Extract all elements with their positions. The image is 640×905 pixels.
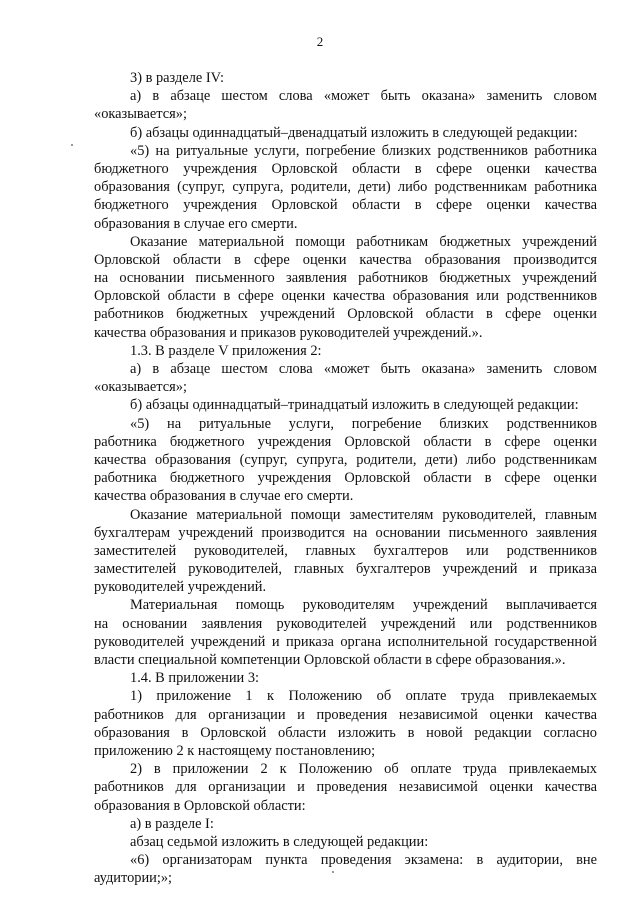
text-line: образования в случае его смерти. [94, 215, 298, 232]
text-line: «оказывается»; [94, 106, 187, 123]
text-line: «5) на ритуальные услуги, погребение близких родственников работника [130, 142, 597, 159]
page-number: 2 [316, 34, 324, 49]
text-line: а) в разделе I: [130, 815, 214, 832]
text-line: бюджетного учреждения Орловской области в сфере оценки качества [94, 160, 597, 177]
text-line: бюджетного учреждения Орловской области в сфере оценки качества [94, 197, 597, 214]
text-line: 1.4. В приложении 3: [130, 670, 260, 687]
text-line: качества образования в случае его смерти. [94, 488, 354, 505]
text-line: власти специальной компетенции Орловской области в сфере образования.». [94, 652, 566, 668]
text-line: работников бюджетных учреждений Орловской области в сфере оценки [94, 306, 597, 323]
text-line: б) абзацы одиннадцатый–двенадцатый изложить в следующей редакции: [130, 124, 578, 141]
text-line: работников для организации и проведения независимой оценки качества [94, 779, 597, 796]
text-line: «5) на ритуальные услуги, погребение близких родственников [130, 415, 597, 432]
text-line: бухгалтерам учреждений производится на основании письменного заявления [94, 524, 597, 541]
text-line: руководителей учреждений и приказа органа исполнительной государственной [94, 633, 597, 650]
text-line: б) абзацы одиннадцатый–тринадцатый изложить в следующей редакции: [130, 397, 579, 414]
text-line: 1.3. В разделе V приложения 2: [130, 342, 322, 359]
text-line: Оказание материальной помощи заместителям руководителей, главным [130, 506, 597, 523]
text-line: качества образования (супруг, супруга, родители, дети) либо родственникам [94, 451, 597, 468]
text-line: «6) организаторам пункта проведения экзамена: в аудитории, вне [130, 852, 597, 869]
text-line: образования в Орловской области изложить в новой редакции согласно [94, 724, 597, 741]
text-line: а) в абзаце шестом слова «может быть оказана» заменить словом [130, 361, 597, 377]
text-line: «оказывается»; [94, 379, 187, 396]
text-line: а) в абзаце шестом слова «может быть оказана» заменить словом [130, 88, 597, 105]
text-line: Материальная помощь руководителям учреждений выплачивается [130, 597, 597, 614]
text-line: образования (супруг, супруга, родители, дети) либо родственникам работника [94, 179, 597, 196]
text-line: заместителей руководителей, главных бухгалтеров учреждений и приказа [94, 561, 597, 578]
document-body [94, 69, 597, 887]
text-line: 1) приложение 1 к Положению об оплате труда привлекаемых [130, 688, 597, 705]
text-line: 3) в разделе IV: [130, 70, 224, 86]
scan-speck [332, 871, 334, 873]
text-line: на основании письменного заявления работников бюджетных учреждений [94, 270, 597, 287]
text-line: аудитории;»; [94, 870, 173, 887]
text-line: работника бюджетного учреждения Орловской области в сфере оценки [94, 433, 597, 450]
text-line: образования в Орловской области: [94, 797, 306, 814]
text-line: Оказание материальной помощи работникам бюджетных учреждений [130, 233, 597, 250]
text-line: руководителей учреждений. [94, 579, 267, 596]
text-line: заместителей руководителей, главных бухгалтеров или родственников [94, 542, 597, 559]
text-line: приложению 2 к настоящему постановлению; [94, 742, 376, 759]
text-line: на основании заявления руководителей учреждений или родственников [94, 615, 597, 632]
text-line: абзац седьмой изложить в следующей редакции: [130, 833, 429, 850]
text-line: 2) в приложении 2 к Положению об оплате труда привлекаемых [130, 761, 597, 778]
text-line: Орловской области в сфере оценки качества образования производится [94, 251, 597, 268]
text-line: Орловской области в сфере оценки качества образования или родственников [94, 288, 597, 305]
text-line: работника бюджетного учреждения Орловской области в сфере оценки [94, 470, 597, 487]
scan-speck [71, 144, 73, 146]
text-line: качества образования и приказов руководителей учреждений.». [94, 324, 483, 341]
text-line: работников для организации и проведения независимой оценки качества [94, 706, 597, 723]
